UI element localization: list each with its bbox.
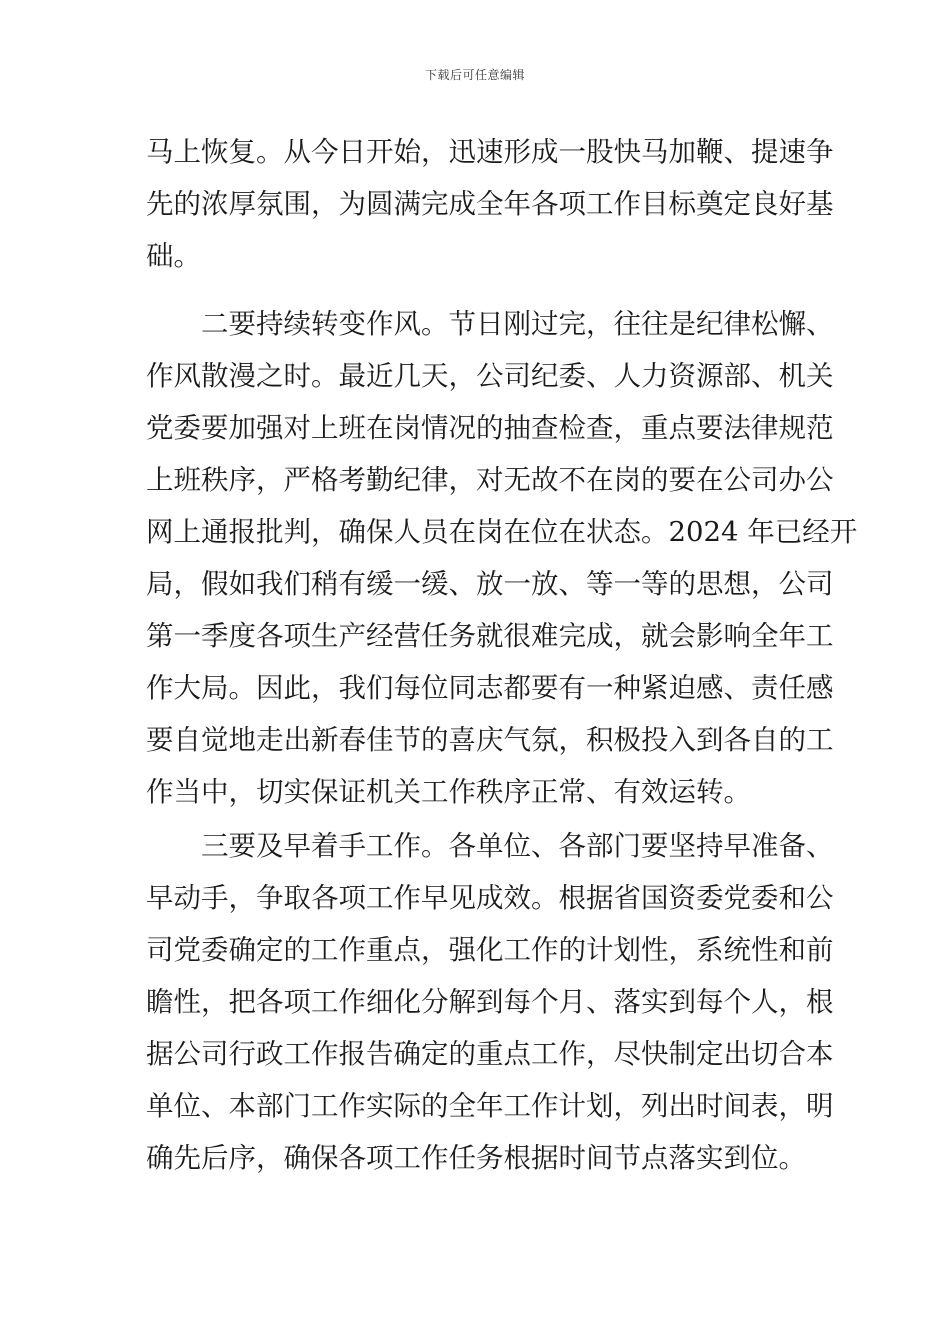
text-line: 单位、本部门工作实际的全年工作计划，列出时间表，明: [146, 1090, 834, 1122]
text-line: 二要持续转变作风。节日刚过完，往往是纪律松懈、: [201, 308, 834, 340]
text-line: 网上通报批判，确保人员在岗在位在状态。2024 年已经开: [146, 516, 858, 548]
text-line: 上班秩序，严格考勤纪律，对无故不在岗的要在公司办公: [146, 464, 834, 496]
text-line: 早动手，争取各项工作早见成效。根据省国资委党委和公: [146, 882, 834, 914]
text-line: 瞻性，把各项工作细化分解到每个月、落实到每个人，根: [146, 986, 834, 1018]
paragraph-1: [146, 126, 834, 282]
text-line: 马上恢复。从今日开始，迅速形成一股快马加鞭、提速争: [146, 136, 834, 168]
header-note: 下载后可任意编辑: [424, 68, 525, 82]
text-line: 司党委确定的工作重点，强化工作的计划性，系统性和前: [146, 934, 834, 966]
paragraph-2: [146, 298, 858, 818]
text-line: 局，假如我们稍有缓一缓、放一放、等一等的思想，公司: [146, 568, 834, 600]
text-line: 作当中，切实保证机关工作秩序正常、有效运转。: [146, 776, 751, 808]
text-line: 党委要加强对上班在岗情况的抽查检查，重点要法律规范: [146, 412, 834, 444]
text-line: 第一季度各项生产经营任务就很难完成，就会影响全年工: [146, 620, 834, 652]
text-line: 先的浓厚氛围，为圆满完成全年各项工作目标奠定良好基: [146, 188, 834, 220]
text-line: 要自觉地走出新春佳节的喜庆气氛，积极投入到各自的工: [146, 724, 834, 756]
text-line: 三要及早着手工作。各单位、各部门要坚持早准备、: [201, 830, 834, 862]
paragraph-3: [146, 820, 834, 1184]
text-line: 作大局。因此，我们每位同志都要有一种紧迫感、责任感: [146, 672, 834, 704]
text-line: 作风散漫之时。最近几天，公司纪委、人力资源部、机关: [146, 360, 834, 392]
text-line: 确先后序，确保各项工作任务根据时间节点落实到位。: [146, 1142, 806, 1174]
text-line: 础。: [146, 240, 201, 272]
text-line: 据公司行政工作报告确定的重点工作，尽快制定出切合本: [146, 1038, 834, 1070]
